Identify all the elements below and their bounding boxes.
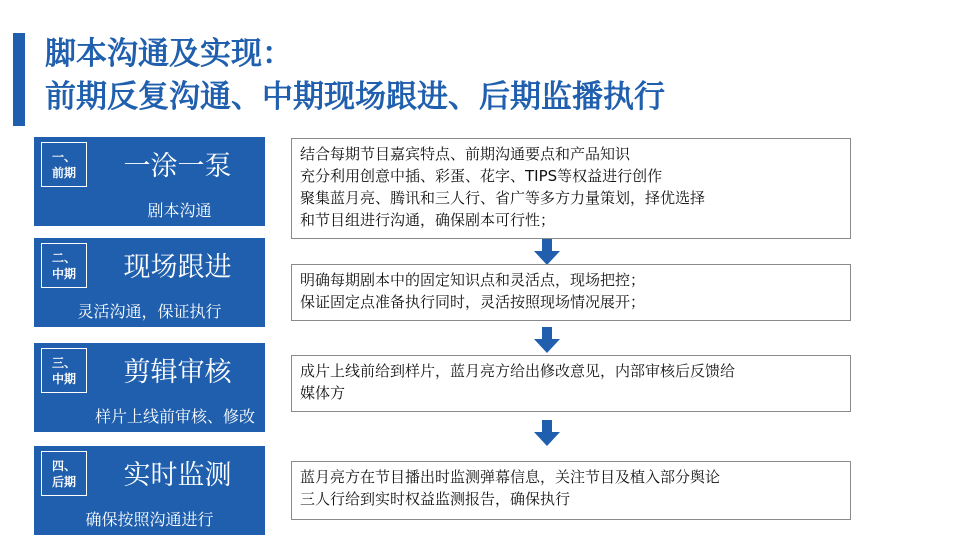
stage-subtitle: 剧本沟通 bbox=[147, 201, 212, 220]
stage-description-1: 结合每期节目嘉宾特点、前期沟通要点和产品知识 充分利用创意中插、彩蛋、花字、TIPS等权益进行创作 聚集蓝月亮、腾讯和三人行、省广等多方力量策划，择优选择 和节目组进行沟通，确保剧本可行性； bbox=[291, 138, 851, 239]
stage-number-badge: 二、 中期 bbox=[41, 243, 87, 288]
stage-number-badge: 一、 前期 bbox=[41, 142, 87, 187]
accent-bar bbox=[13, 33, 25, 126]
stage-title: 现场跟进 bbox=[123, 252, 232, 283]
stage-description-4: 蓝月亮方在节目播出时监测弹幕信息，关注节目及植入部分舆论 三人行给到实时权益监测报告，确保执行 bbox=[291, 461, 851, 520]
stage-card-2 bbox=[34, 238, 265, 327]
stage-card-4 bbox=[34, 446, 265, 535]
stage-description-2: 明确每期剧本中的固定知识点和灵活点，现场把控； 保证固定点准备执行同时，灵活按照现场情况展开； bbox=[291, 264, 851, 321]
stage-number-badge: 四、 后期 bbox=[41, 451, 87, 496]
stage-card-1 bbox=[34, 137, 265, 226]
stage-subtitle: 样片上线前审核、修改 bbox=[94, 407, 255, 426]
stage-number-badge: 三、 中期 bbox=[41, 348, 87, 393]
page-title: 脚本沟通及实现： bbox=[45, 36, 293, 72]
arrow-down-icon bbox=[534, 420, 560, 446]
page-subtitle: 前期反复沟通、中期现场跟进、后期监播执行 bbox=[45, 79, 665, 115]
stage-title: 实时监测 bbox=[123, 460, 232, 491]
stage-description-3: 成片上线前给到样片，蓝月亮方给出修改意见，内部审核后反馈给 媒体方 bbox=[291, 355, 851, 412]
stage-title: 剪辑审核 bbox=[123, 357, 232, 388]
stage-subtitle: 确保按照沟通进行 bbox=[85, 510, 214, 529]
arrow-down-icon bbox=[534, 327, 560, 353]
stage-subtitle: 灵活沟通，保证执行 bbox=[77, 302, 222, 321]
arrow-down-icon bbox=[534, 239, 560, 265]
stage-title: 一涂一泵 bbox=[123, 151, 232, 182]
stage-card-3 bbox=[34, 343, 265, 432]
